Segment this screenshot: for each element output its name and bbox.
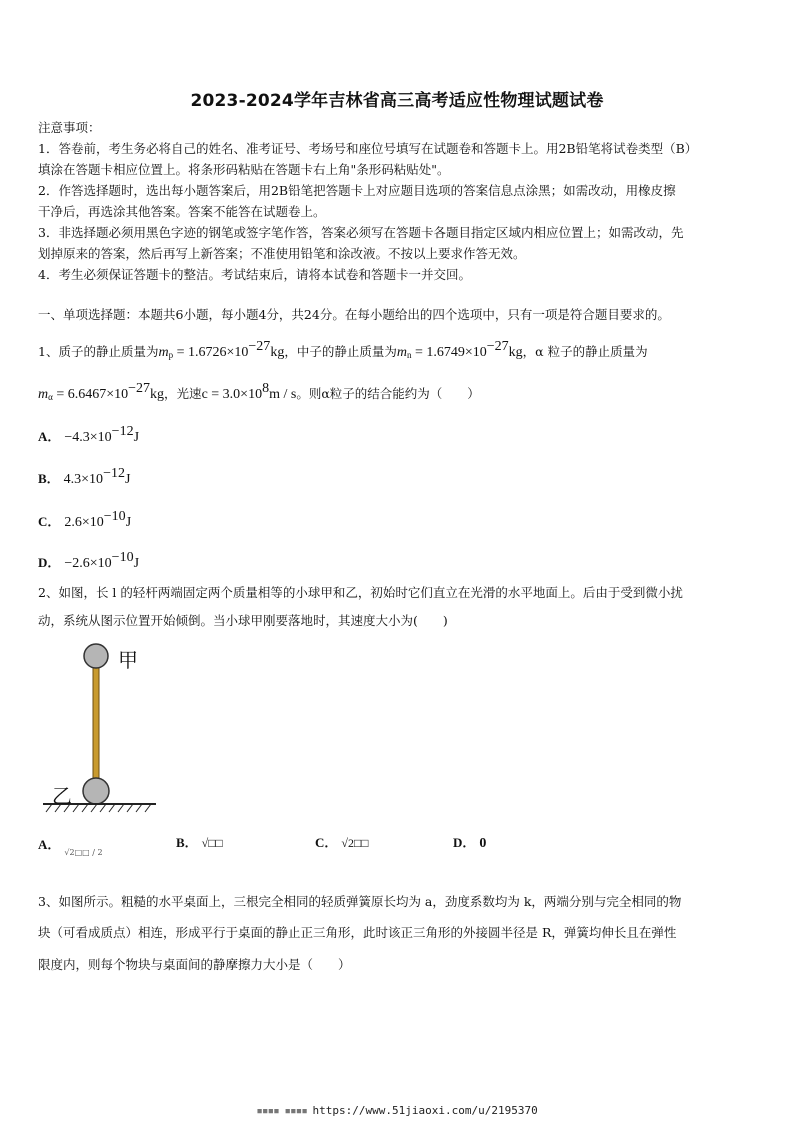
option-letter: C． — [38, 514, 61, 529]
q2-line2: 动，系统从图示位置开始倾倒。当小球甲刚要落地时，其速度大小为( ) — [38, 613, 448, 628]
option-unit: J — [133, 430, 140, 445]
section-heading: 一、单项选择题：本题共6小题，每小题4分，共24分。在每小题给出的四个选项中，只有一项是符合题目要求的。 — [38, 307, 670, 322]
q1-mp-value: 1.6726×10 — [188, 345, 249, 360]
notice-line: 干净后，再选涂其他答案。答案不能答在试题卷上。 — [38, 204, 326, 219]
option-unit: J — [133, 556, 140, 571]
q1-tail: 。则α粒子的结合能约为（ ） — [296, 386, 480, 401]
q1-mid: ，中子的静止质量为 — [284, 344, 397, 359]
option-exp: −10 — [111, 550, 134, 565]
footer-link[interactable]: https://www.51jiaoxi.com/u/2195370 — [312, 1104, 538, 1117]
option-letter: D． — [453, 835, 476, 850]
option-unit: J — [124, 472, 131, 487]
option-exp: −12 — [111, 424, 134, 439]
option-letter: D． — [38, 555, 61, 570]
q1-option-c — [38, 508, 131, 532]
q1-mn-value: 1.6749×10 — [426, 345, 487, 360]
q1-prefix: 1、质子的静止质量为 — [38, 344, 159, 359]
q1-option-a — [38, 423, 139, 447]
q1-c-unit: m / s — [269, 387, 297, 402]
q1-mn-unit: kg — [508, 345, 523, 360]
option-exp: −12 — [103, 466, 125, 481]
q1-mp-exp: −27 — [248, 339, 271, 354]
option-letter: C． — [315, 835, 338, 850]
q2-option-a — [38, 836, 103, 856]
q1-line2 — [38, 380, 480, 406]
q1-ma-symbol: $m_\alpha$ — [38, 387, 53, 402]
q1-light: ，光速 — [164, 386, 202, 401]
option-text: √□□ — [201, 836, 223, 850]
notice-line: 4．考生必须保证答题卡的整洁。考试结束后，请将本试卷和答题卡一并交回。 — [38, 267, 471, 282]
option-base: 4.3×10 — [63, 472, 104, 487]
q1-alpha-text: ，α 粒子的静止质量为 — [522, 344, 648, 359]
footer-mark: ▪▪▪▪ ▪▪▪▪ — [256, 1104, 313, 1117]
rod-figure — [38, 640, 188, 815]
option-text: √2□□ / 2 — [64, 848, 103, 857]
q1-mn-exp: −27 — [486, 339, 509, 354]
q1-c-exp: 8 — [262, 381, 270, 396]
ball-bottom — [83, 778, 109, 804]
option-text: √2□□ — [341, 836, 369, 850]
option-letter: A． — [38, 837, 61, 852]
option-base: −4.3×10 — [64, 430, 112, 445]
q1-ma-value: = 6.6467×10 — [56, 387, 129, 402]
q2-line1: 2、如图，长 l 的轻杆两端固定两个质量相等的小球甲和乙，初始时它们直立在光滑的水平地面上。后由于受到微小扰 — [38, 585, 683, 600]
q1-ma-unit: kg — [150, 387, 165, 402]
q3-line2: 块（可看成质点）相连，形成平行于桌面的静止正三角形，此时该正三角形的外接圆半径是 R，弹簧均伸长且在弹性 — [38, 925, 677, 940]
q1-option-d — [38, 549, 139, 573]
option-unit: J — [125, 515, 132, 530]
option-letter: B． — [38, 471, 60, 486]
option-base: −2.6×10 — [64, 556, 112, 571]
q1-mp-symbol: $m_p$ = — [158, 345, 188, 360]
option-letter: A． — [38, 429, 61, 444]
notice-line: 2．作答选择题时，选出每小题答案后，用2B铅笔把答题卡上对应题目选项的答案信息点涂黑；如需改动，用橡皮擦 — [38, 183, 676, 198]
q2-option-b — [176, 834, 223, 852]
q3-line1: 3、如图所示。粗糙的水平桌面上，三根完全相同的轻质弹簧原长均为 a，劲度系数均为 k，两端分别与完全相同的物 — [38, 894, 682, 909]
q1-mn-symbol: $m_n$ = — [396, 345, 427, 360]
q2-option-d — [453, 834, 486, 853]
label-yi: 乙 — [52, 784, 72, 808]
q3-line3: 限度内，则每个物块与桌面间的静摩擦力大小是（ ） — [38, 957, 351, 972]
q2-option-c — [315, 834, 368, 852]
label-jia: 甲 — [118, 648, 138, 672]
q1-mp-unit: kg — [270, 345, 285, 360]
q1-option-b — [38, 465, 130, 489]
notice-line: 划掉原来的答案，然后再写上新答案；不准使用铅笔和涂改液。不按以上要求作答无效。 — [38, 246, 526, 261]
option-letter: B． — [176, 835, 198, 850]
notice-line: 1．答卷前，考生务必将自己的姓名、准考证号、考场号和座位号填写在试题卷和答题卡上。用2B铅笔将试卷类型（B） — [38, 141, 698, 156]
option-base: 2.6×10 — [64, 515, 104, 530]
q1-line1 — [38, 338, 648, 364]
notice-heading: 注意事项： — [38, 120, 101, 135]
ball-top — [84, 644, 108, 668]
q1-ma-exp: −27 — [128, 381, 151, 396]
option-exp: −10 — [103, 509, 126, 524]
q1-c-value: c = 3.0×10 — [201, 387, 263, 402]
rod — [93, 662, 99, 790]
notice-line: 3．非选择题必须用黑色字迹的钢笔或签字笔作答，答案必须写在答题卡各题目指定区域内相应位置上；如需改动，先 — [38, 225, 684, 240]
footer-url[interactable] — [0, 1104, 794, 1117]
page-title: 2023-2024学年吉林省高三高考适应性物理试题试卷 — [190, 91, 604, 111]
option-text: 0 — [479, 836, 487, 851]
notice-line: 填涂在答题卡相应位置上。将条形码粘贴在答题卡右上角"条形码粘贴处"。 — [38, 162, 450, 177]
